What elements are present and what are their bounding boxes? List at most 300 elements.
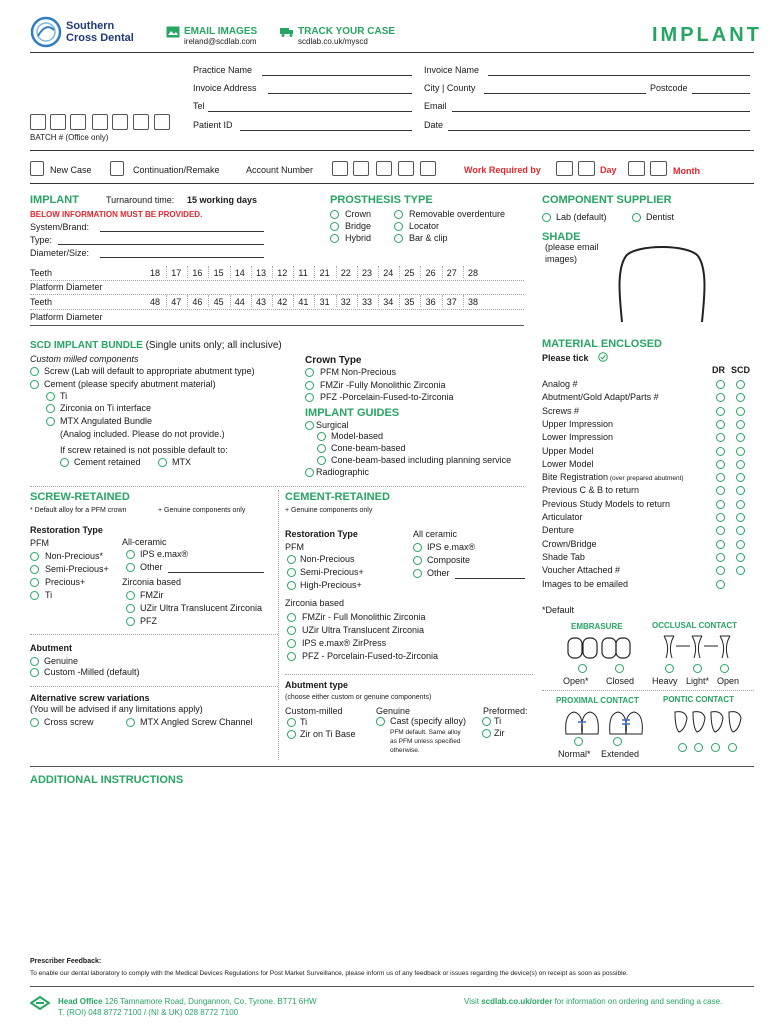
surgical-radio[interactable] [305,421,314,430]
occlusal-teeth-icon [662,632,744,660]
continuation-label: Continuation/Remake [133,165,220,175]
turnaround-label: Turnaround time: [106,195,175,205]
bar-clip-label: Bar & clip [409,233,448,243]
day-label: Day [600,165,617,175]
material-dr-radio[interactable] [716,553,725,562]
prox-normal-label: Normal* [558,749,591,759]
tooth-34[interactable]: 34 [383,297,394,307]
locator-label: Locator [409,221,440,231]
batch-label: BATCH # (Office only) [30,133,109,142]
screw-label: Screw (Lab will default to appropriate abutment type) [44,366,255,376]
material-scd-radio[interactable] [736,420,745,429]
feedback-title: Prescriber Feedback: [30,958,102,965]
screw-ips-label: IPS e.max® [140,549,189,559]
tooth-27[interactable]: 27 [446,268,457,278]
pre-zir-radio[interactable] [482,729,491,738]
practice-name-field[interactable] [262,75,412,76]
dentist-label: Dentist [646,212,675,222]
screw-np-label: Non-Precious* [45,551,104,561]
type-field[interactable] [58,244,264,245]
material-dr-radio[interactable] [716,566,725,575]
pontic-1-radio[interactable] [678,743,687,752]
track-case-label: TRACK YOUR CASE [298,26,396,37]
tooth-37[interactable]: 37 [446,297,457,307]
material-dr-radio[interactable] [716,526,725,535]
zirc-ti-radio[interactable] [46,404,55,413]
removable-overdenture-radio[interactable] [394,210,403,219]
cement-note: + Genuine components only [285,507,373,514]
pfm-default-note-2: as PFM unless specified [390,738,461,745]
mtx-bundle-label: MTX Angulated Bundle [60,416,153,426]
screw-ips-radio[interactable] [126,550,135,559]
tooth-25[interactable]: 25 [404,268,415,278]
crown-label: Crown [345,209,372,219]
tooth-15[interactable]: 15 [213,268,224,278]
embrasure-teeth-icon [566,636,634,660]
pfz-radio[interactable] [305,393,314,402]
material-dr-radio[interactable] [716,500,725,509]
email-image-icon [166,26,180,38]
footer-phone: T. (ROI) 048 8772 7100 / (NI & UK) 028 8772 7100 [58,1008,239,1017]
bridge-radio[interactable] [330,222,339,231]
pfm-default-note-1: PFM default. Same alloy [390,729,461,736]
material-item-label: Articulator [542,512,583,522]
emb-closed-label: Closed [606,676,635,686]
cross-screw-label: Cross screw [44,717,94,727]
tooth-18[interactable]: 18 [150,268,161,278]
material-item-label: Images to be emailed [542,578,629,589]
cem-other-label: Other [427,568,450,578]
cement-pfm: PFM [285,542,304,552]
system-brand-field[interactable] [100,231,264,232]
tooth-45[interactable]: 45 [213,297,224,307]
alt-screw-heading: Alternative screw variations [30,693,150,703]
genuine-label: Genuine [376,706,411,716]
cem-hp-label: High-Precious+ [300,580,362,590]
tooth-47[interactable]: 47 [171,297,182,307]
pontic-4-radio[interactable] [728,743,737,752]
screw-fmzir-radio[interactable] [126,591,135,600]
please-tick-label: Please tick [542,353,589,363]
abut-custom-radio[interactable] [30,668,39,677]
material-dr-radio[interactable] [716,540,725,549]
proximal-teeth-icon [564,710,648,736]
month-box-2[interactable] [650,161,667,176]
email-images-value[interactable]: ireland@scdlab.com [184,37,257,46]
screw-precious-radio[interactable] [30,578,39,587]
lab-default-radio[interactable] [542,213,551,222]
bundle-heading-wrap [30,340,282,351]
month-label: Month [673,166,700,176]
material-dr-radio[interactable] [716,513,725,522]
cem-pfz-radio[interactable] [287,652,296,661]
screw-np-radio[interactable] [30,552,39,561]
city-county-label: City | County [424,83,476,93]
tooth-21[interactable]: 21 [319,268,330,278]
must-provide-warning: BELOW INFORMATION MUST BE PROVIDED. [30,210,203,219]
embrasure-heading: EMBRASURE [571,622,623,631]
screw-other-label: Other [140,562,163,572]
city-county-field[interactable] [484,93,646,94]
email-field[interactable] [452,111,750,112]
material-dr-radio[interactable] [716,486,725,495]
tooth-17[interactable]: 17 [171,268,182,278]
postcode-field[interactable] [692,93,750,94]
material-scd-radio[interactable] [736,447,745,456]
surgical-label: Surgical [316,420,349,430]
bundle-heading: SCD IMPLANT BUNDLE [30,340,143,351]
tooth-43[interactable]: 43 [256,297,267,307]
screw-uzir-label: UZir Ultra Translucent Zirconia [140,603,263,613]
default-note: *Default [542,605,575,615]
shade-note-2: images) [545,254,578,264]
material-scd-radio[interactable] [736,393,745,402]
material-scd-radio[interactable] [736,500,745,509]
logo [30,16,210,50]
prox-extended-label: Extended [601,749,640,759]
tooth-22[interactable]: 22 [340,268,351,278]
tooth-12[interactable]: 12 [277,268,288,278]
teeth-label-upper: Teeth [30,268,53,278]
material-dr-radio[interactable] [716,393,725,402]
footer-address-line [58,997,317,1006]
pontic-teeth-icon [673,710,745,734]
cement-radio[interactable] [30,380,39,389]
custom-milled-note: Custom milled components [30,354,139,364]
scd-footer-logo-icon [30,996,50,1010]
bundle-note: (Single units only; all inclusive) [145,340,282,351]
tooth-11[interactable]: 11 [298,268,308,278]
tooth-36[interactable]: 36 [425,297,436,307]
abut-genuine-radio[interactable] [30,657,39,666]
tooth-33[interactable]: 33 [362,297,373,307]
pontic-2-radio[interactable] [694,743,703,752]
bridge-label: Bridge [345,221,372,231]
platform-label-lower: Platform Diameter [30,312,103,322]
cm-ti-radio[interactable] [287,718,296,727]
screw-uzir-radio[interactable] [126,604,135,613]
abut-genuine-label: Genuine [44,656,79,666]
tooth-48[interactable]: 48 [150,297,161,307]
cone-beam-planning-radio[interactable] [317,456,326,465]
cone-beam-radio[interactable] [317,444,326,453]
occlusal-heading: OCCLUSAL CONTACT [652,621,738,630]
work-required-label: Work Required by [464,165,541,175]
order-link[interactable]: scdlab.co.uk/order [481,997,553,1006]
cone-beam-label: Cone-beam-based [331,443,406,453]
screw-sp-label: Semi-Precious+ [45,564,109,574]
material-item-label: Abutment/Gold Adapt/Parts # [542,392,659,403]
implant-heading: IMPLANT [30,194,79,206]
tooth-23[interactable]: 23 [362,268,373,278]
cem-pfz-label: PFZ - Porcelain-Fused-to-Zirconia [302,651,439,661]
cone-beam-planning-label: Cone-beam-based including planning service [331,455,512,465]
material-scd-radio[interactable] [736,433,745,442]
radiographic-label: Radiographic [316,467,370,477]
pontic-3-radio[interactable] [711,743,720,752]
pontic-heading: PONTIC CONTACT [663,695,734,704]
screw-rest-type: Restoration Type [30,525,103,535]
bundle-ti-radio[interactable] [46,392,55,401]
material-item-label: Screws # [542,405,580,416]
invoice-address-field[interactable] [268,93,412,94]
additional-instructions-area[interactable] [30,790,754,950]
cem-other-field[interactable] [455,578,525,579]
material-item-label: Previous C & B to return [542,485,640,496]
model-based-radio[interactable] [317,432,326,441]
day-box-2[interactable] [578,161,595,176]
mtx-bundle-radio[interactable] [46,417,55,426]
screw-radio[interactable] [30,367,39,376]
material-dr-radio[interactable] [716,380,725,389]
cem-uzir-radio[interactable] [287,626,296,635]
practice-name-label: Practice Name [193,65,253,75]
cement-allceramic: All ceramic [413,529,458,539]
visit-post: for information on ordering and sending a case. [554,997,723,1006]
visit-pre: Visit [464,997,479,1006]
cem-sp-label: Semi-Precious+ [300,567,364,577]
cem-other-radio[interactable] [413,569,422,578]
logo-mark-icon [30,16,62,48]
screw-other-radio[interactable] [126,563,135,572]
tooth-28[interactable]: 28 [468,268,479,278]
tooth-38[interactable]: 38 [468,297,479,307]
logo-line2: Cross Dental [66,32,134,44]
shade-heading: SHADE [542,231,581,243]
pfm-default-note-3: otherwise. [390,747,420,754]
occ-light-radio[interactable] [693,664,702,673]
mtx-channel-radio[interactable] [126,718,135,727]
emb-closed-radio[interactable] [615,664,624,673]
day-box-1[interactable] [556,161,573,176]
page-title: IMPLANT [652,24,762,46]
cem-ips-radio[interactable] [413,543,422,552]
scd-label: SCD [731,365,751,375]
custom-milled-label: Custom-milled [285,706,343,716]
crown-type-heading: Crown Type [305,355,362,366]
cem-zirpress-label: IPS e.max® ZirPress [302,638,387,648]
model-based-label: Model-based [331,431,384,441]
cm-ti-label: Ti [300,717,308,727]
dentist-radio[interactable] [632,213,641,222]
patient-id-field[interactable] [240,130,412,131]
material-scd-radio[interactable] [736,473,745,482]
material-scd-radio[interactable] [736,460,745,469]
cem-composite-radio[interactable] [413,556,422,565]
tooth-44[interactable]: 44 [234,297,245,307]
tooth-46[interactable]: 46 [192,297,203,307]
cem-np-radio[interactable] [287,555,296,564]
screw-retained-heading: SCREW-RETAINED [30,491,130,503]
cem-ips-label: IPS e.max® [427,542,476,552]
cem-sp-radio[interactable] [287,568,296,577]
screw-pfz-radio[interactable] [126,617,135,626]
screw-ti-radio[interactable] [30,591,39,600]
bar-clip-radio[interactable] [394,234,403,243]
cem-np-label: Non-Precious [300,554,355,564]
material-dr-radio[interactable] [716,420,725,429]
material-scd-radio[interactable] [736,526,745,535]
track-truck-icon [280,26,294,38]
lab-default-label: Lab (default) [556,212,607,222]
abut-custom-label: Custom -Milled (default) [44,667,140,677]
turnaround-value: 15 working days [187,195,258,205]
screw-ti-label: Ti [45,590,53,600]
prox-extended-radio[interactable] [613,737,622,746]
tooth-31[interactable]: 31 [319,297,330,307]
radiographic-radio[interactable] [305,468,314,477]
material-dr-radio[interactable] [716,433,725,442]
pre-ti-label: Ti [494,716,502,726]
material-scd-radio[interactable] [736,513,745,522]
tick-icon [598,352,608,362]
cement-retained-label: Cement retained [74,457,141,467]
head-office-address: 126 Tamnamore Road, Dungannon, Co. Tyrone. BT71 6HW [104,997,317,1006]
material-item-label: Crown/Bridge [542,538,597,549]
cem-hp-radio[interactable] [287,581,296,590]
zirc-ti-label: Zirconia on Ti interface [60,403,152,413]
tooth-shade-icon[interactable] [612,240,712,324]
if-screw-note: If screw retained is not possible default to: [60,445,228,455]
screw-precious-label: Precious+ [45,577,86,587]
cross-screw-radio[interactable] [30,718,39,727]
material-dr-radio[interactable] [716,407,725,416]
cast-radio[interactable] [376,717,385,726]
locator-radio[interactable] [394,222,403,231]
material-dr-radio[interactable] [716,460,725,469]
material-item-label: Lower Model [542,458,594,469]
footer-visit-line [464,997,722,1006]
material-item-label: Upper Impression [542,418,614,429]
material-scd-radio[interactable] [736,540,745,549]
feedback-text: To enable our dental laboratory to comply with the Medical Devices Regulations for Post Market Surveillance, please inform us of any feedback or issues regarding the device(s) on receipt as soon as possible. [30,970,628,977]
material-item-label: Analog # [542,379,578,389]
material-item-label: Shade Tab [542,551,585,562]
emb-open-radio[interactable] [578,664,587,673]
abut-type-heading: Abutment type [285,680,348,690]
patient-id-label: Patient ID [193,120,233,130]
material-dr-radio[interactable] [716,580,725,589]
tooth-41[interactable]: 41 [298,297,309,307]
proximal-heading: PROXIMAL CONTACT [556,696,639,705]
platform-label-upper: Platform Diameter [30,282,103,292]
new-case-checkbox[interactable] [30,161,44,176]
new-case-label: New Case [50,165,92,175]
prosthesis-heading: PROSTHESIS TYPE [330,194,433,206]
tooth-24[interactable]: 24 [383,268,394,278]
occ-heavy-label: Heavy [652,676,678,686]
invoice-address-label: Invoice Address [193,83,257,93]
screw-fmzir-label: FMZir [140,590,164,600]
material-item-label: Denture [542,525,575,536]
crown-radio[interactable] [330,210,339,219]
occ-heavy-radio[interactable] [665,664,674,673]
material-scd-radio[interactable] [736,380,745,389]
material-scd-radio[interactable] [736,553,745,562]
tel-label: Tel [193,101,205,111]
screw-other-field[interactable] [168,572,264,573]
screw-sp-radio[interactable] [30,565,39,574]
pfm-np-radio[interactable] [305,368,314,377]
month-box-1[interactable] [628,161,645,176]
tooth-32[interactable]: 32 [340,297,351,307]
occ-open-radio[interactable] [720,664,729,673]
tel-field[interactable] [208,111,412,112]
screw-allceramic: All-ceramic [122,537,167,547]
continuation-checkbox[interactable] [110,161,124,176]
dr-label: DR [712,365,725,375]
material-dr-radio[interactable] [716,447,725,456]
occ-light-label: Light* [686,676,710,686]
material-scd-radio[interactable] [736,486,745,495]
cement-retained-radio[interactable] [60,458,69,467]
material-item-label: Previous Study Models to return [542,498,671,509]
material-item-label: Bite Registration (over prepared abutment) [542,472,684,483]
diameter-field[interactable] [100,257,264,258]
screw-note-1: * Default alloy for a PFM crown [30,507,127,514]
invoice-name-field[interactable] [488,75,750,76]
tooth-14[interactable]: 14 [234,268,245,278]
head-office-label: Head Office [58,997,103,1006]
material-scd-radio[interactable] [736,566,745,575]
abutment-heading: Abutment [30,643,72,653]
track-case-value[interactable]: scdlab.co.uk/myscd [298,37,368,46]
pre-ti-radio[interactable] [482,717,491,726]
hybrid-radio[interactable] [330,234,339,243]
pre-zir-label: Zir [494,728,505,738]
material-item-label: Voucher Attached # [542,565,621,576]
tooth-13[interactable]: 13 [256,268,267,278]
type-label: Type: [30,235,53,245]
prox-normal-radio[interactable] [574,737,583,746]
tooth-16[interactable]: 16 [192,268,203,278]
date-label: Date [424,120,444,130]
mtx-radio[interactable] [158,458,167,467]
email-images-label: EMAIL IMAGES [184,26,258,37]
tooth-26[interactable]: 26 [425,268,436,278]
cement-retained-heading: CEMENT-RETAINED [285,491,390,503]
cem-composite-label: Composite [427,555,471,565]
cement-zirc-based: Zirconia based [285,598,345,608]
mtx-channel-label: MTX Angled Screw Channel [140,717,253,727]
fmzir-label: FMZir -Fully Monolithic Zirconia [320,380,446,390]
material-dr-radio[interactable] [716,473,725,482]
tooth-42[interactable]: 42 [277,297,288,307]
logo-line1: Southern [66,20,115,32]
occ-open-label: Open [717,676,740,686]
tooth-35[interactable]: 35 [404,297,415,307]
account-label: Account Number [246,165,314,175]
cement-label: Cement (please specify abutment material) [44,379,216,389]
date-field[interactable] [448,130,750,131]
cm-zir-radio[interactable] [287,730,296,739]
alt-screw-note: (You will be advised if any limitations apply) [30,704,203,714]
cem-zirpress-radio[interactable] [287,639,296,648]
postcode-label: Postcode [650,83,688,93]
cem-uzir-label: UZir Ultra Translucent Zirconia [302,625,425,635]
material-scd-radio[interactable] [736,407,745,416]
invoice-name-label: Invoice Name [424,65,480,75]
cem-fmzir-label: FMZir - Full Monolithic Zirconia [302,612,426,622]
fmzir-radio[interactable] [305,381,314,390]
material-heading: MATERIAL ENCLOSED [542,338,662,350]
additional-heading: ADDITIONAL INSTRUCTIONS [30,774,184,786]
bite-note: (over prepared abutment) [608,475,684,483]
abut-type-note: (choose either custom or genuine components) [285,694,432,701]
cem-fmzir-radio[interactable] [287,613,296,622]
cm-zir-label: Zir on Ti Base [300,729,356,739]
material-item-label: Lower Impression [542,432,614,443]
